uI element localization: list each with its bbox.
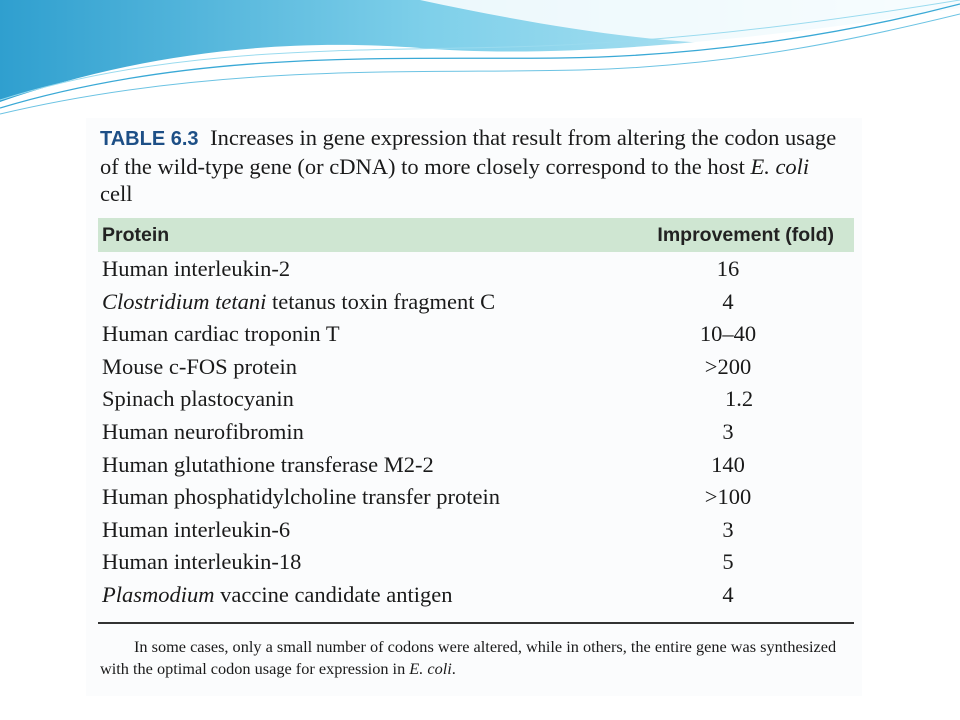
- improvement-cell: 140: [711, 451, 745, 477]
- protein-name: Human interleukin-18: [102, 549, 302, 575]
- protein-name: Human interleukin-6: [102, 516, 291, 542]
- caption-text: Increases in gene expression that result from altering the codon usage of the wild-type gene (or cDNA) to more closely correspond to the host: [100, 125, 837, 179]
- protein-italic: Clostridium tetani: [102, 288, 267, 314]
- protein-cell: [102, 386, 294, 412]
- protein-cell: [102, 354, 297, 380]
- protein-cell: [102, 289, 495, 315]
- table-row: [98, 352, 854, 385]
- protein-cell: [102, 582, 453, 608]
- protein-cell: [102, 256, 290, 282]
- caption-end: cell: [100, 181, 133, 206]
- table-row: [98, 254, 854, 287]
- improvement-cell: 1.2: [724, 386, 754, 412]
- table-body: [98, 254, 854, 613]
- table-row: [98, 482, 854, 515]
- table-row: [98, 547, 854, 580]
- protein-name: Human phosphatidylcholine transfer protein: [102, 484, 501, 510]
- protein-cell: [102, 549, 301, 575]
- table-caption: [100, 124, 840, 207]
- table-row: [98, 384, 854, 417]
- protein-cell: [102, 484, 500, 510]
- protein-name: Human neurofibromin: [102, 418, 304, 444]
- improvement-cell: 5: [722, 549, 734, 575]
- column-header-protein: Protein: [102, 224, 170, 246]
- caption-organism: E. coli: [750, 154, 810, 179]
- column-header-improvement: Improvement (fold): [657, 224, 834, 246]
- protein-name: Human cardiac troponin T: [102, 321, 340, 347]
- table-row: [98, 450, 854, 483]
- footnote-text: In some cases, only a small number of codons were altered, while in others, the entire gene was synthesized with the optimal codon usage for expression in: [100, 637, 837, 678]
- protein-name: Human glutathione transferase M2-2: [102, 451, 434, 477]
- protein-name: Human interleukin-2: [102, 256, 291, 281]
- protein-cell: [102, 419, 304, 445]
- table-row: [98, 515, 854, 548]
- improvement-cell: 4: [722, 288, 734, 314]
- protein-name: vaccine candidate antigen: [220, 581, 453, 607]
- improvement-cell: 3: [722, 418, 734, 444]
- improvement-cell: >200: [704, 353, 752, 379]
- improvement-cell: 10–40: [699, 321, 757, 347]
- table-row: [98, 287, 854, 320]
- improvement-cell: >100: [704, 484, 752, 510]
- protein-name: Mouse c-FOS protein: [102, 353, 297, 379]
- table-footnote: [100, 636, 856, 680]
- protein-cell: [102, 321, 340, 347]
- protein-italic: Plasmodium: [102, 581, 215, 607]
- improvement-cell: 3: [722, 516, 734, 542]
- protein-cell: [102, 517, 290, 543]
- footnote-end: .: [451, 659, 456, 678]
- table-header: [98, 218, 854, 252]
- protein-name: Spinach plastocyanin: [102, 386, 294, 412]
- footnote-organism: E. coli: [409, 659, 452, 678]
- protein-cell: [102, 452, 434, 478]
- improvement-cell: 16: [716, 256, 740, 281]
- table-label: TABLE 6.3: [100, 128, 199, 150]
- table-row: [98, 319, 854, 352]
- protein-name: tetanus toxin fragment C: [272, 288, 496, 314]
- table-row: [98, 417, 854, 450]
- table-bottom-rule: [98, 622, 854, 624]
- slide-header-decoration: [0, 0, 960, 130]
- table-row: [98, 580, 854, 613]
- improvement-cell: 4: [722, 581, 734, 607]
